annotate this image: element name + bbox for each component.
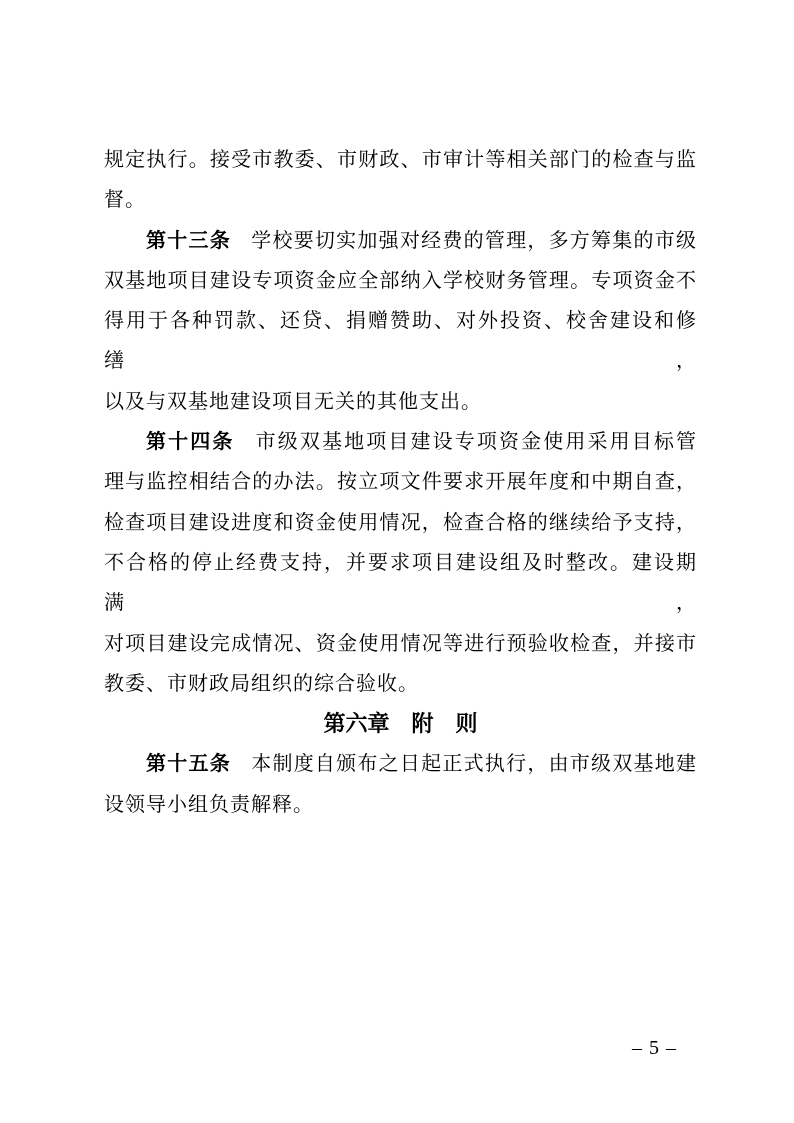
line-text: 教委、市财政局组织的综合验收。 (104, 672, 419, 695)
article-14-line (104, 422, 697, 462)
line-text: 规定执行。接受市教委、市财政、市审计等相关部门的检查与监 (104, 149, 697, 171)
line-text: 学校要切实加强对经费的管理，多方筹集的市级 (250, 229, 698, 252)
body-line (104, 140, 697, 180)
body-line (104, 382, 697, 422)
body-line (104, 503, 697, 543)
chapter-heading-text: 第六章 附 则 (323, 711, 478, 737)
line-text: 对项目建设完成情况、资金使用情况等进行预验收检查，并接市 (104, 632, 697, 655)
line-text: 得用于各种罚款、还贷、捐赠赞助、对外投资、校舍建设和修缮， (104, 310, 697, 373)
article-13-label: 第十三条 (146, 229, 231, 252)
body-line (104, 462, 697, 502)
document-body (104, 140, 697, 825)
line-text: 检查项目建设进度和资金使用情况，检查合格的继续给予支持， (104, 511, 697, 534)
body-line (104, 543, 697, 624)
line-text: 以及与双基地建设项目无关的其他支出。 (104, 390, 482, 413)
line-text: 不合格的停止经费支持，并要求项目建设组及时整改。建设期满， (104, 551, 697, 615)
article-15-label: 第十五条 (146, 753, 231, 776)
article-14-label: 第十四条 (146, 431, 235, 454)
body-line (104, 301, 697, 382)
page-number: – 5 – (632, 1037, 677, 1059)
body-line (104, 664, 697, 704)
line-text: 设领导小组负责解释。 (104, 793, 314, 816)
line-text: 督。 (104, 189, 146, 212)
chapter-heading (104, 704, 697, 744)
body-line (104, 180, 697, 220)
line-text: 市级双基地项目建设专项资金使用采用目标管 (254, 431, 697, 454)
line-text: 理与监控相结合的办法。按立项文件要求开展年度和中期自查， (104, 471, 697, 494)
article-15-line (104, 744, 697, 784)
body-line (104, 624, 697, 664)
line-text: 双基地项目建设专项资金应全部纳入学校财务管理。专项资金不 (104, 269, 697, 292)
article-13-line (104, 221, 697, 261)
body-line (104, 785, 697, 825)
line-text: 本制度自颁布之日起正式执行，由市级双基地建 (250, 753, 698, 776)
body-line (104, 261, 697, 301)
